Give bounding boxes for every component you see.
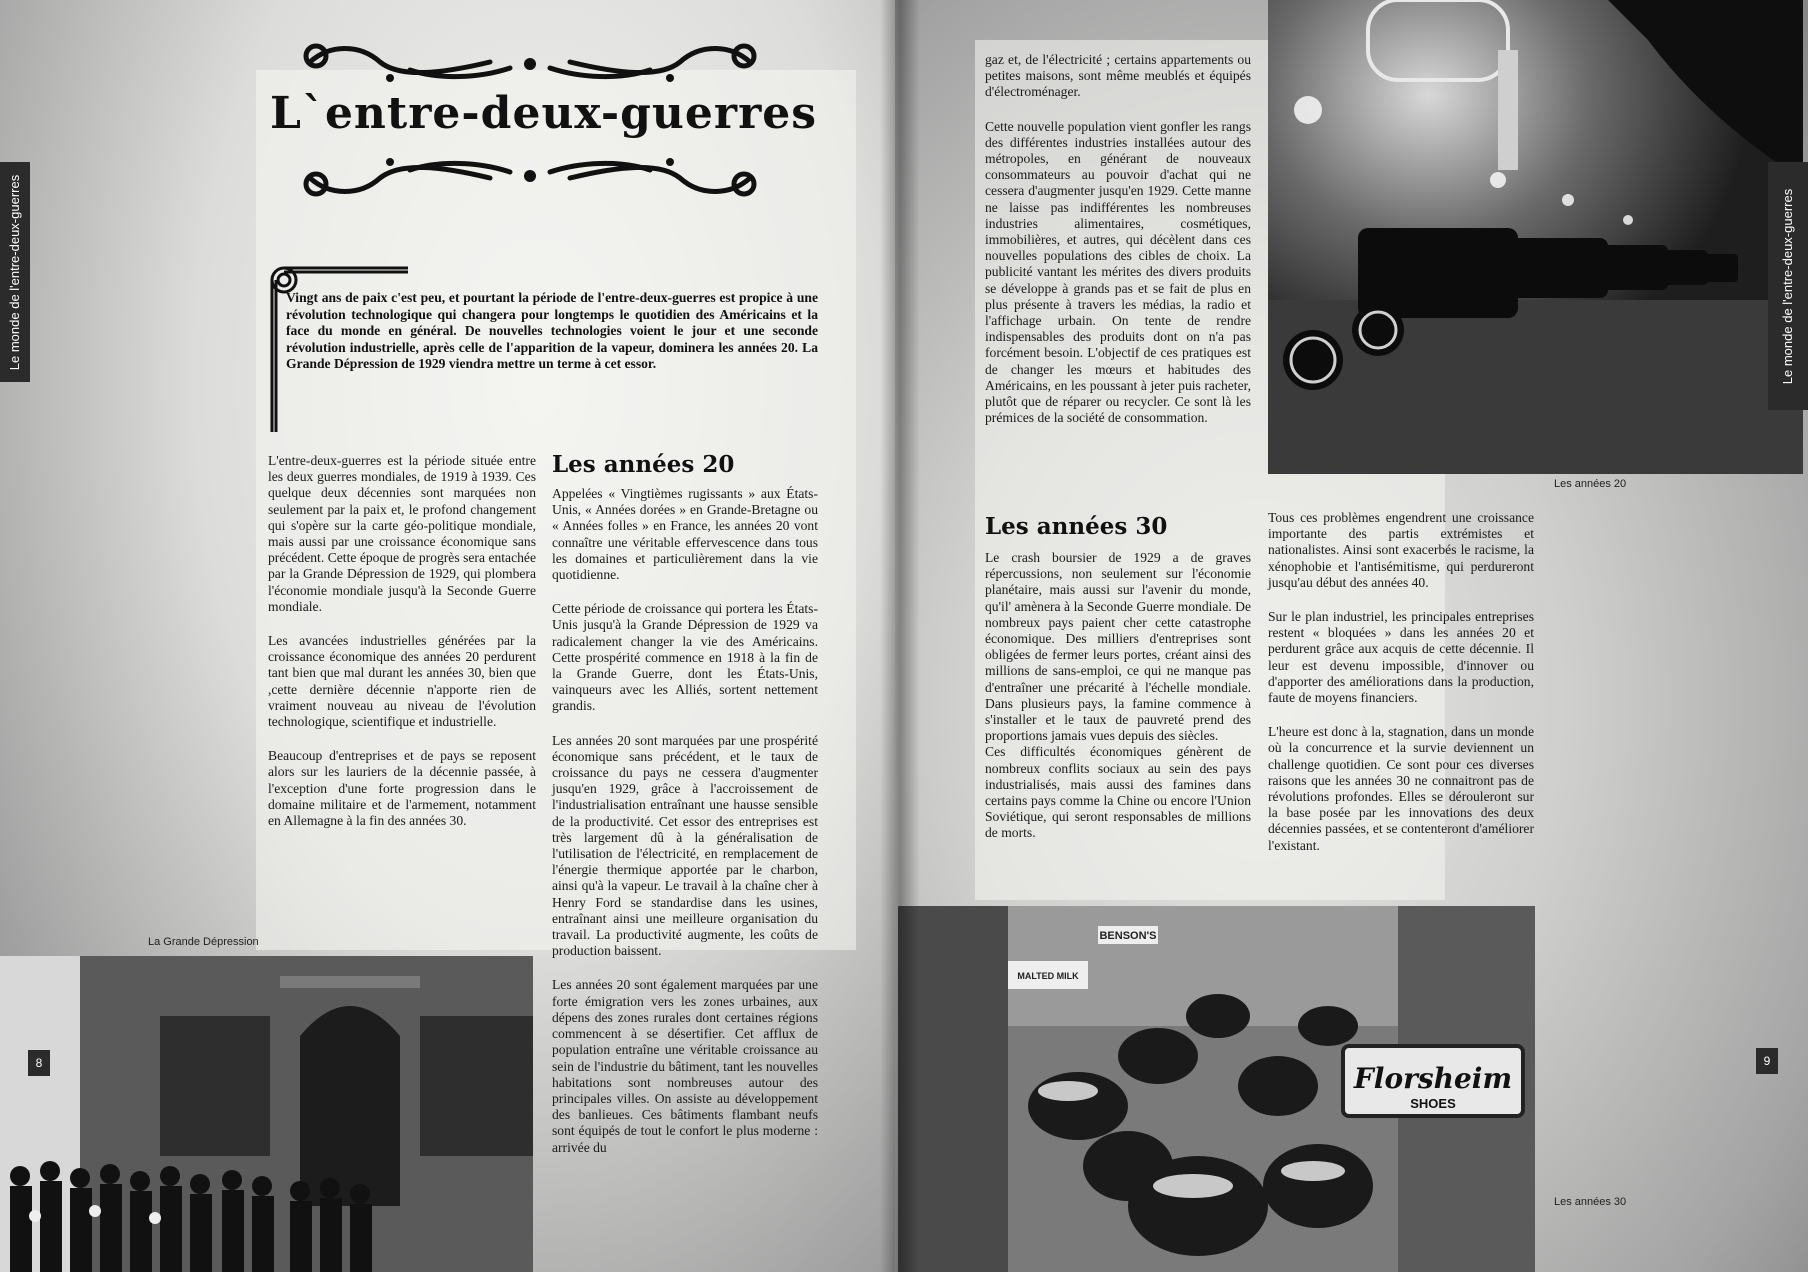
- photo-annees-20: [1268, 0, 1803, 474]
- intro-paragraph: Vingt ans de paix c'est peu, et pourtant la période de l'entre-deux-guerres est propice à une révolution technologique qui changera pour longtemps le quotidien des Américains et la face du monde en général. De nouvelles technologies voient le jour et une seconde révolution industrielle, après celle de l'apparition de la vapeur, dominera les années 20. La Grande Dépression de 1929 viendra mettre un terme à cet essor.: [286, 290, 818, 371]
- paragraph: Beaucoup d'entreprises et de pays se reposent alors sur les lauriers de la décennie passée, à l'exception d'une forte progression dans le domaine militaire et de l'armement, notamment en Allemagne à la fin des années 30.: [268, 748, 536, 829]
- page-number-left: 8: [28, 1050, 50, 1076]
- caption-grande-depression: La Grande Dépression: [148, 936, 259, 948]
- caption-annees-20: Les années 20: [1554, 478, 1627, 490]
- paragraph: Cette période de croissance qui portera les États-Unis jusqu'à la Grande Dépression de 1929 va radicalement changer la vie des Américains. Cette prospérité commence en 1918 à la fin de la Grande Guerre, dont les États-Unis, vainqueurs avec les Alliés, sortent nettement grandis.: [552, 601, 818, 714]
- paragraph: Ces difficultés économiques génèrent de nombreux conflits sociaux au sein des pays industrialisés, mais aussi des famines dans certains pays comme la Chine ou encore l'Union Soviétique, qui seront responsables de millions de morts.: [985, 744, 1251, 841]
- paragraph: Cette nouvelle population vient gonfler les rangs des différentes industries installées autour des métropoles, en générant de nouveaux consommateurs au pouvoir d'achat qui ne cessera d'augmenter jusqu'en 1929. Cette manne ne laisse pas indifférentes les nombreuses industries alimentaires, cosmétiques, immobilières, et autres, qui décèlent dans ces nouvelles populations des cibles de choix. La publicité vantant les mérites des divers produits se développe à grands pas et se fait de plus en plus présente à travers les médias, la radio et l'affichage urbain. On tente de rendre indispensables des produits dont on n'a pas forcément besoin. L'objectif de ces pratiques est de changer les mœurs et habitudes des Américains, en les poussant à jeter puis racheter, plutôt que de réparer ou recycler. Ce sont là les prémices de la société de consommation.: [985, 118, 1251, 426]
- sign-malted-milk: MALTED MILK: [1017, 971, 1079, 981]
- heading-annees-20: Les années 20: [552, 451, 735, 478]
- paragraph: Les années 20 sont également marquées par une forte émigration vers les zones urbaines, aux dépens des zones rurales dont certaines régions commencent à se désertifier. Cet afflux de population entraîne une véritable croissance au sein de l'industrie du bâtiment, tant les nouvelles habitations sont nombreuses autour des principales villes. On assiste au développement des banlieues. Ces bâtiments flambant neufs sont équipés de tout le confort le plus moderne : arrivée du: [552, 977, 818, 1155]
- paragraph: L'entre-deux-guerres est la période située entre les deux guerres mondiales, de 1919 à 1939. Ces quelque deux décennies sont marquées non seulement par la paix et, le profond changement qui s'opère sur la carte géo-politique mondiale, mais aussi par une croissance économique sans précédent. Cette époque de progrès sera entachée par la Grande Dépression de 1929, qui plombera l'économie mondiale jusqu'à la Seconde Guerre mondiale.: [268, 453, 536, 614]
- annees-20-column: [552, 486, 818, 1174]
- left-page: [0, 0, 895, 1272]
- paragraph: gaz et, de l'électricité ; certains appartements ou petites maisons, sont même meublés et équipés d'électroménager.: [985, 52, 1251, 100]
- paragraph: Appelées « Vingtièmes rugissants » aux États-Unis, « Années dorées » en Grande-Bretagne ou « Années folles » en France, les années 20 vont connaître une véritable effervescence dans tous les domaines et particulièrement dans la vie quotidienne.: [552, 486, 818, 583]
- side-tab-right-label: Le monde de l'entre-deux-guerres: [1780, 188, 1796, 384]
- page-number-right: 9: [1756, 1048, 1778, 1074]
- photo-annees-30: [898, 906, 1535, 1272]
- ornament-bottom-icon: [290, 156, 770, 206]
- paragraph: Sur le plan industriel, les principales entreprises restent « bloquées » dans les années 20 et perdurent grâce aux acquis de cette décennie. Il leur est devenu impossible, d'innover ou d'apporter des améliorations dans la production, faute de moyens financiers.: [1268, 609, 1534, 706]
- ornament-top-icon: [290, 34, 770, 84]
- paragraph: Les années 20 sont marquées par une prospérité économique sans précédent, et le taux de croissance du pays ne cessera d'augmenter jusqu'en 1929, grâce à l'accroissement de l'industrialisation entraînant une hausse sensible de la productivité. Cet essor des entreprises est très largement dû à la généralisation de l'utilisation de l'électricité, en remplacement de l'énergie thermique apportée par le charbon, ainsi qu'à la vapeur. Le travail à la chaîne cher à Henry Ford se standardise dans les usines, entraînant ainsi une meilleure organisation du travail. La productivité augmente, les coûts de production baissent.: [552, 732, 818, 959]
- page-gutter: [880, 0, 920, 1272]
- right-column-2: [1268, 510, 1534, 872]
- paragraph: L'heure est donc à la, stagnation, dans un monde où la concurrence et la survie deviennent un challenge quotidien. Ce sont pour ces diverses raisons que les années 30 ne connaitront pas de révolutions profondes. Elles se dérouleront sur la base posée par les innovations des deux décennies passées, et se contenteront d'améliorer l'existant.: [1268, 724, 1534, 853]
- paragraph: Les avancées industrielles générées par la croissance économique des années 20 perdurent tant bien que mal durant les années 30, bien que ,cette dernière décennie n'apporte rien de vraiment nouveau au niveau de l'évolution technologique, scientifique et industrielle.: [268, 633, 536, 730]
- right-column-1: [985, 52, 1251, 444]
- side-tab-right: [1768, 162, 1808, 410]
- paragraph: Tous ces problèmes engendrent une croissance importante des partis extrémistes et nationalistes. Ainsi sont exacerbés le racisme, la xénophobie et l'antisémitisme, qui perdureront jusqu'au début des années 40.: [1268, 510, 1534, 590]
- sign-bensons: BENSON'S: [1099, 930, 1157, 942]
- paragraph: Le crash boursier de 1929 a de graves répercussions, non seulement sur l'économie planétaire, mais aussi sur l'avenir du monde, qu'il' amènera à la Seconde Guerre mondiale. De nombreux pays paient cher cette catastrophe économique. Des milliers d'entreprises sont obligées de fermer leurs portes, créant ainsi des millions de sans-emploi, ce qui ne manque pas d'entraîner une précarité à l'échelle mondiale. Dans plusieurs pays, la famine commence à s'installer et le taux de pauvreté prend des proportions jamais vues depuis des siècles.: [985, 550, 1251, 744]
- sign-florsheim: Florsheim: [1353, 1062, 1513, 1095]
- annees-30-column: [985, 550, 1251, 860]
- left-column-1: [268, 453, 536, 847]
- sign-shoes: SHOES: [1410, 1096, 1456, 1111]
- page-title: L`entre-deux-guerres: [270, 88, 818, 139]
- caption-annees-30: Les années 30: [1554, 1196, 1627, 1208]
- side-tab-left-label: Le monde de l'entre-deux-guerres: [7, 174, 23, 370]
- heading-annees-30: Les années 30: [985, 513, 1168, 540]
- right-page: [895, 0, 1808, 1272]
- side-tab-left: [0, 162, 30, 382]
- photo-grande-depression: [0, 956, 533, 1272]
